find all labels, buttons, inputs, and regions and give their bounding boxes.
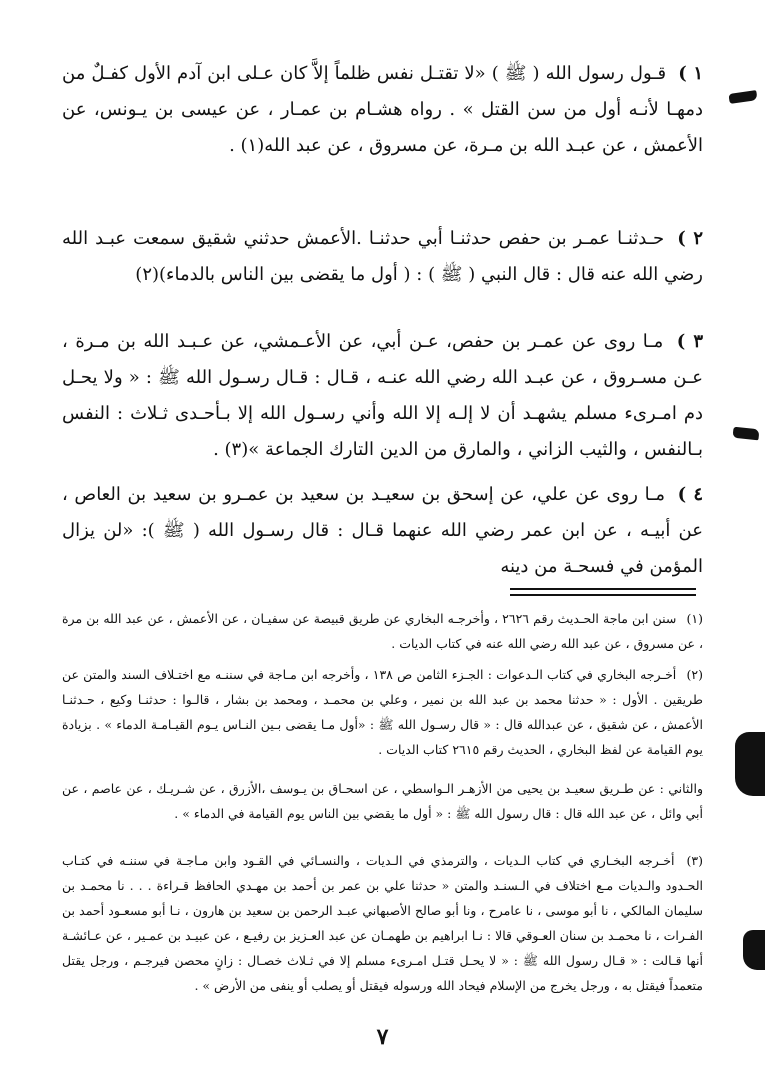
ink-blot xyxy=(732,427,759,441)
footnote-2 xyxy=(62,662,703,762)
footnote-text: والثاني : عن طـريق سعيـد بن يحيى من الأزهـر الـواسطي ، عن اسحـاق بن يـوسف ،الأزرق ، عن شـريـك ، عن عاصم ، عن أبي وائل ، عن عبد الله قال : قال رسول الله ﷺ : « أول ما يقضي بين الناس يوم القيامة في الدماء » . xyxy=(62,781,703,821)
footnote-number: (٢) xyxy=(686,667,703,682)
paragraph-number: ٤ ) xyxy=(677,484,703,505)
ink-blot xyxy=(728,90,757,104)
paragraph-number: ٣ ) xyxy=(676,331,703,352)
paragraph-2 xyxy=(62,221,703,293)
footnote-divider xyxy=(510,594,696,596)
footnote-2-continued xyxy=(62,776,703,826)
footnote-divider xyxy=(510,588,696,590)
footnote-text: أخـرجه البخاري في كتاب الـدعوات : الجـزء الثامن ص ١٣٨ ، وأخرجه ابن مـاجة في سننـه مع اختـلاف السند والمتن عن طريقين . الأول : « حدثنا محمد بن عبد الله بن نمير ، وعلي بن محمـد ، ومحمد بن بشار ، قالـوا : حدثنـا وكيع ، حـدثنـا الأعمش ، عن شقيق ، عن عبدالله قال : « قال رسـول الله ﷺ : «أول مـا يقضى بـين النـاس يـوم القيـامـة الدماء » . بزيادة يوم القيامة عن لفظ البخاري ، الحديث رقم ٢٦١٥ كتاب الديات . xyxy=(62,667,703,757)
paragraph-number: ٢ ) xyxy=(677,228,703,249)
paragraph-text: مـا روى عن علي، عن إسحق بن سعيـد بن سعيد بن عمـرو بن سعيد بن العاص ، عن أبيـه ، عن ابن عمر رضي الله عنهما قـال : قال رسـول الله ( ﷺ ): «لن يزال المؤمن في فسحـة من دينه xyxy=(62,484,703,577)
ink-blot xyxy=(735,732,765,796)
paragraph-1 xyxy=(62,56,703,164)
footnote-1 xyxy=(62,606,703,656)
footnote-text: أخـرجه البخـاري في كتاب الـديات ، والترمذي في الـديات ، والنسـائي في القـود وابن مـاجـة في سننـه في كتـاب الحـدود والـديات مـع اختلاف في الـسنـد والمتن « حدثنا علي بن عمر بن أحمد بن مهـدي الحافظ قـراءة . . . نا محمـد بن سليمان المالكي ، نا أبو موسى ، نا عامرح ، ونا أبو صالح الأصبهاني عبـد الرحمن بن سعيد بن هارون ، نـا أبو مسعـود أحمد بن الفـرات ، نا محمـد بن سنان العـوقي قالا : نـا ابراهيم بن طهمـان عن عبد العـزيز بن رفيـع ، عن عبيـد بن عمـير ، عن عـائشـة أنها قـالت : « قـال رسول الله ﷺ : « لا يحـل قتـل امـرىء مسلم إلا في ثـلاث خصـال : زانٍ محصن فيرجـم ، ورجل يقتل متعمداً فيقتل به ، ورجل يخرج من الإسلام فيحاد الله ورسوله فيقتل أو يصلب أو ينفى من الأرض » . xyxy=(62,853,703,993)
ink-blot xyxy=(743,930,765,970)
paragraph-text: مـا روى عن عمـر بن حفص، عـن أبي، عن الأعـمشي، عن عـبـد الله بن مـرة ، عـن مسـروق ، عن عبـد الله رضي الله عنـه ، قـال : قـال رسـول الله ﷺ : « ولا يحـل دم امـرىء مسلم يشهـد أن لا إلـه إلا الله وأني رسـول الله إلا بـأحـدى ثـلاث : النفس بـالنفس ، والثيب الزاني ، والمارق من الدين التارك الجماعة »(٣) . xyxy=(62,331,703,460)
paragraph-4 xyxy=(62,477,703,585)
paragraph-text: قـول رسول الله ( ﷺ ) «لا تقتـل نفس ظلماً إلاَّ كان عـلى ابن آدم الأول كفـلٌ من دمهـا لأنـه أول من سن القتل » . رواه هشـام بن عمـار ، عن عيسى بن يـونس، عن الأعمش ، عن عبـد الله بن مـرة، عن مسروق ، عن عبد الله(١) . xyxy=(62,63,703,156)
footnote-number: (٣) xyxy=(686,853,703,868)
paragraph-3 xyxy=(62,324,703,468)
footnote-3 xyxy=(62,848,703,998)
page-number: ٧ xyxy=(376,1024,389,1050)
paragraph-text: حـدثنـا عمـر بن حفص حدثنـا أبي حدثنـا .الأعمش حدثني شقيق سمعت عبـد الله رضي الله عنه قال : قال النبي ( ﷺ ) : ( أول ما يقضى بين الناس بالدماء)(٢) xyxy=(62,228,703,285)
footnote-text: سنن ابن ماجة الحـديث رقم ٢٦٢٦ ، وأخرجـه البخاري عن طريق قبيصة عن سفيـان ، عن الأعمش ، عن عبد الله بن مرة ، عن مسروق ، عن عبد الله رضي الله عنه في كتاب الديات . xyxy=(62,611,703,651)
paragraph-number: ١ ) xyxy=(678,63,703,84)
footnote-number: (١) xyxy=(686,611,704,626)
